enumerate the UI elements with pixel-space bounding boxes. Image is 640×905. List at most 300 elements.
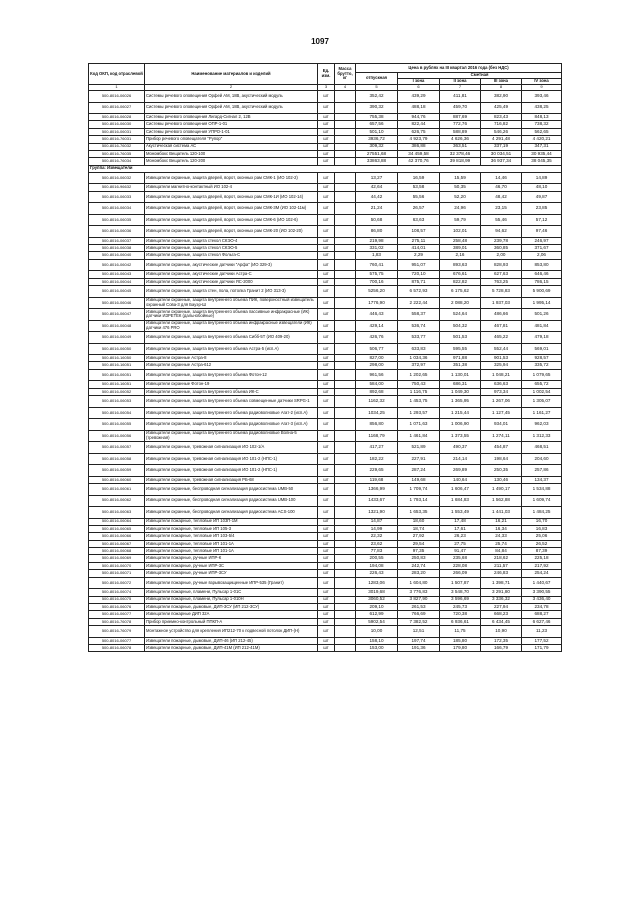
zone3-price-cell: 48,42 (481, 191, 522, 203)
release-price-cell: 700,16 (356, 278, 398, 285)
mass-cell (335, 320, 356, 332)
name-cell: Извещатели охранные, защита внутреннего объема радиоволновые Агат-3 (исп.А) (145, 419, 318, 431)
zone2-price-cell: 185,80 (440, 637, 481, 644)
mass-cell (335, 128, 356, 135)
zone3-price-cell: 636,63 (481, 381, 522, 388)
table-row (89, 114, 562, 121)
column-index: 1 (89, 85, 145, 91)
release-price-cell: 352,42 (356, 91, 398, 103)
zone2-price-cell: 3 596,69 (440, 596, 481, 603)
zone2-price-cell: 893,63 (440, 259, 481, 271)
name-cell: Извещатели охранные, защита внутреннего объема ИК-С (145, 388, 318, 395)
name-cell: Извещатели охранные, защита внутреннего объема ПИК, поверхностный извещатель охранный Сова-3 для Бауэр-Ш (145, 297, 318, 309)
code-cell: 500-8016-76078 (89, 618, 145, 625)
name-cell: Извещатели пожарные, ручные взрывозащищенные ИПР-535 (Гранит) (145, 577, 318, 589)
zone2-price-cell: 1 049,30 (440, 388, 481, 395)
release-price-cell: 760,41 (356, 259, 398, 271)
zone3-price-cell: 6 434,45 (481, 618, 522, 625)
mass-cell (335, 381, 356, 388)
unit-cell: шт (318, 518, 335, 525)
zone2-price-cell: 459,70 (440, 102, 481, 114)
table-row (89, 143, 562, 150)
table-row (89, 562, 562, 569)
release-price-cell: 153,00 (356, 645, 398, 652)
unit-cell: шт (318, 603, 335, 610)
name-cell: Извещатели охранные, защита стекол СКЭО-5 (145, 245, 318, 252)
release-price-cell: 1366,99 (356, 484, 398, 496)
release-price-cell: 21,24 (356, 203, 398, 215)
name-cell: Извещатели охранные, тревожная сигнализация РБ-68 (145, 476, 318, 483)
header-price-title: Цена в рублях на III квартал 2016 года (без НДС) (356, 64, 562, 73)
zone4-price-cell: 688,27 (522, 611, 562, 618)
zone3-price-cell: 14,46 (481, 172, 522, 184)
zone3-price-cell: 166,79 (481, 645, 522, 652)
unit-cell: шт (318, 278, 335, 285)
zone4-price-cell: 57,12 (522, 214, 562, 226)
unit-cell: шт (318, 396, 335, 408)
zone4-price-cell: 16,70 (522, 518, 562, 525)
table-row (89, 278, 562, 285)
unit-cell: шт (318, 495, 335, 507)
column-index: 3 (318, 85, 335, 91)
zone1-price-cell: 951,07 (398, 259, 440, 271)
release-price-cell: 426,76 (356, 332, 398, 344)
unit-cell: шт (318, 430, 335, 442)
zone1-price-cell: 386,88 (398, 143, 440, 150)
release-price-cell: 1,83 (356, 252, 398, 259)
zone4-price-cell: 134,37 (522, 476, 562, 483)
zone2-price-cell: 245,73 (440, 603, 481, 610)
release-price-cell: 209,10 (356, 603, 398, 610)
zone1-price-cell: 558,37 (398, 309, 440, 321)
zone3-price-cell: 325,94 (481, 362, 522, 369)
column-index: 7 (440, 85, 481, 91)
zone4-price-cell: 26,52 (522, 540, 562, 547)
header-zone: II зона (440, 79, 481, 85)
header-code: Код ОКП, код отраслевой (89, 64, 145, 85)
zone3-price-cell: 823,43 (481, 114, 522, 121)
table-row (89, 332, 562, 344)
unit-cell: шт (318, 645, 335, 652)
mass-cell (335, 596, 356, 603)
mass-cell (335, 203, 356, 215)
name-cell: Извещатели пожарные, тепловые ИП 103-5/4 (145, 533, 318, 540)
release-price-cell: 755,38 (356, 114, 398, 121)
name-cell: Извещатели пожарные, пламени, Пульсар 1-010Н (145, 596, 318, 603)
code-cell: 500-8016-06026 (89, 91, 145, 103)
zone1-price-cell: 7 382,52 (398, 618, 440, 625)
release-price-cell: 5256,20 (356, 286, 398, 298)
zone3-price-cell: 3 291,80 (481, 589, 522, 596)
release-price-cell: 1776,90 (356, 297, 398, 309)
code-cell: 500-8016-06034 (89, 203, 145, 215)
table-row (89, 419, 562, 431)
release-price-cell: 612,99 (356, 611, 398, 618)
name-cell: Извещатели охранные, защита внутреннего объема Астра-5 (исп.А) (145, 343, 318, 355)
code-cell: 500-8016-06028 (89, 114, 145, 121)
code-cell: 500-8016-06054 (89, 407, 145, 419)
zone2-price-cell: 214,14 (440, 453, 481, 465)
name-cell: Извещатели пожарные, тепловые ИП 105-3 (145, 525, 318, 532)
zone3-price-cell: 465,22 (481, 332, 522, 344)
table-row (89, 618, 562, 625)
zone4-price-cell: 11,23 (522, 626, 562, 638)
code-cell: 500-8016-06048 (89, 320, 145, 332)
code-cell: 500-8016-06062 (89, 495, 145, 507)
code-cell: 500-8016-06069 (89, 555, 145, 562)
mass-cell (335, 191, 356, 203)
release-price-cell: 1321,90 (356, 507, 398, 519)
name-cell: Мономбокс Вещатель 120-200 (145, 158, 318, 165)
name-cell: Извещатели пожарные, дымовые, ДИП-3СУ (ИП 212-3СУ) (145, 603, 318, 610)
zone2-price-cell: 17,48 (440, 518, 481, 525)
zone2-price-cell: 772,76 (440, 121, 481, 128)
unit-cell: шт (318, 245, 335, 252)
zone3-price-cell: 934,01 (481, 419, 522, 431)
unit-cell: шт (318, 442, 335, 454)
zone2-price-cell: 32 378,46 (440, 150, 481, 157)
unit-cell: шт (318, 419, 335, 431)
mass-cell (335, 465, 356, 477)
name-cell: Извещатели охранные, беспроводная сигнализация радиосистема ACS-100 (145, 507, 318, 519)
zone1-price-cell: 42 370,76 (398, 158, 440, 165)
code-cell: 500-8016-06030 (89, 121, 145, 128)
zone2-price-cell: 1 365,95 (440, 396, 481, 408)
table-row (89, 226, 562, 238)
zone4-price-cell: 335,72 (522, 362, 562, 369)
code-cell: 500-8016-06065 (89, 525, 145, 532)
zone4-price-cell: 225,18 (522, 555, 562, 562)
unit-cell: шт (318, 259, 335, 271)
table-row (89, 362, 562, 369)
zone2-price-cell: 676,61 (440, 271, 481, 278)
code-cell: 500-8016-96632 (89, 184, 145, 191)
code-cell: 500-8016-06049 (89, 332, 145, 344)
release-price-cell: 77,83 (356, 548, 398, 555)
name-cell: Извещатели пожарные ДИП 32А (145, 611, 318, 618)
release-price-cell: 22,32 (356, 533, 398, 540)
name-cell: Извещатели охранные, защита дверей, ворот, оконных рам СМК-3М (ИО 102-11м) (145, 203, 318, 215)
code-cell: 500-8016-06042 (89, 259, 145, 271)
zone2-price-cell: 3 548,70 (440, 589, 481, 596)
zone2-price-cell: 102,01 (440, 226, 481, 238)
zone1-price-cell: 108,57 (398, 226, 440, 238)
code-cell: 500-8016-06061 (89, 484, 145, 496)
table-row (89, 320, 562, 332)
code-cell: 500-8016-76034 (89, 158, 145, 165)
name-cell: Извещатели охранные, беспроводная сигнализация радиосистема UMB-100 (145, 495, 318, 507)
release-price-cell: 331,02 (356, 245, 398, 252)
release-price-cell: 44,42 (356, 191, 398, 203)
release-price-cell: 182,22 (356, 453, 398, 465)
release-price-cell: 5902,54 (356, 618, 398, 625)
table-row (89, 465, 562, 477)
zone1-price-cell: 533,77 (398, 332, 440, 344)
release-price-cell: 27551,68 (356, 150, 398, 157)
mass-cell (335, 570, 356, 577)
zone2-price-cell: 504,32 (440, 320, 481, 332)
price-table-container (88, 63, 561, 652)
header-mass: Масса брутто, кг (335, 64, 356, 85)
zone2-price-cell: 686,31 (440, 381, 481, 388)
release-price-cell: 13,27 (356, 172, 398, 184)
unit-cell: шт (318, 332, 335, 344)
code-cell: 500-8016-06072 (89, 577, 145, 589)
code-cell: 500-8016-06046 (89, 297, 145, 309)
code-cell: 500-8016-06055 (89, 419, 145, 431)
code-cell: 500-8016-76079 (89, 626, 145, 638)
zone1-price-cell: 261,53 (398, 603, 440, 610)
release-price-cell: 657,56 (356, 121, 398, 128)
code-cell: 500-8016-06057 (89, 442, 145, 454)
zone2-price-cell: 15,59 (440, 172, 481, 184)
zone2-price-cell: 588,89 (440, 128, 481, 135)
zone1-price-cell: 2,29 (398, 252, 440, 259)
release-price-cell: 827,00 (356, 355, 398, 362)
name-cell: Извещатели охранные Астра-612 (145, 362, 318, 369)
mass-cell (335, 355, 356, 362)
table-row (89, 343, 562, 355)
release-price-cell: 3936,72 (356, 136, 398, 143)
zone4-price-cell: 468,51 (522, 442, 562, 454)
unit-cell: шт (318, 507, 335, 519)
unit-cell: шт (318, 252, 335, 259)
zone3-price-cell: 1 490,17 (481, 484, 522, 496)
code-cell: 500-8016-06027 (89, 102, 145, 114)
zone1-price-cell: 488,18 (398, 102, 440, 114)
mass-cell (335, 645, 356, 652)
unit-cell: шт (318, 271, 335, 278)
zone4-price-cell: 347,31 (522, 143, 562, 150)
release-price-cell: 14,99 (356, 525, 398, 532)
zone3-price-cell: 973,34 (481, 388, 522, 395)
zone3-price-cell: 130,46 (481, 476, 522, 483)
zone3-price-cell: 1 937,03 (481, 297, 522, 309)
zone3-price-cell: 84,84 (481, 548, 522, 555)
zone1-price-cell: 283,20 (398, 570, 440, 577)
header-zone: III зона (481, 79, 522, 85)
mass-cell (335, 533, 356, 540)
code-cell: 500-8016-06053 (89, 396, 145, 408)
table-row (89, 637, 562, 644)
release-price-cell: 309,32 (356, 143, 398, 150)
zone4-price-cell: 1 440,67 (522, 577, 562, 589)
name-cell: Извещатели пожарные, дымовые, ДИП-41М (ИП 212-41М) (145, 645, 318, 652)
zone2-price-cell: 887,69 (440, 114, 481, 121)
zone4-price-cell: 49,87 (522, 191, 562, 203)
name-cell: Системы речевого оповещения Орфей АМ, 18В, акустический модуль (145, 102, 318, 114)
zone1-price-cell: 191,36 (398, 645, 440, 652)
zone3-price-cell: 1 562,88 (481, 495, 522, 507)
mass-cell (335, 309, 356, 321)
zone2-price-cell: 52,20 (440, 191, 481, 203)
table-row (89, 611, 562, 618)
zone4-price-cell: 962,03 (522, 419, 562, 431)
name-cell: Извещатели охранные, защита дверей, ворот, оконных рам СМК-6 (ИО 102-6) (145, 214, 318, 226)
mass-cell (335, 121, 356, 128)
table-row (89, 136, 562, 143)
mass-cell (335, 611, 356, 618)
zone3-price-cell: 25,74 (481, 540, 522, 547)
zone3-price-cell: 10,90 (481, 626, 522, 638)
unit-cell: шт (318, 143, 335, 150)
unit-cell: шт (318, 362, 335, 369)
code-cell: 500-8016-76035 (89, 150, 145, 157)
mass-cell (335, 555, 356, 562)
table-row (89, 476, 562, 483)
zone2-price-cell: 1 215,44 (440, 407, 481, 419)
zone4-price-cell: 928,57 (522, 355, 562, 362)
name-cell: Извещатели охранные, защита внутреннего объема совмещенные датчики SRPG-1 (145, 396, 318, 408)
zone4-price-cell: 204,60 (522, 453, 562, 465)
zone1-price-cell: 53,58 (398, 184, 440, 191)
zone4-price-cell: 481,84 (522, 320, 562, 332)
mass-cell (335, 507, 356, 519)
name-cell: Извещатели охранные, защита стекол СКЭО-4 (145, 237, 318, 244)
name-cell: Извещатели охранные, тревожная сигнализация ИО 101-2 (НПС-1) (145, 453, 318, 465)
mass-cell (335, 286, 356, 298)
code-cell: 500-8016-06036 (89, 226, 145, 238)
zone3-price-cell: 1 127,45 (481, 407, 522, 419)
release-price-cell: 33863,88 (356, 158, 398, 165)
zone3-price-cell: 55,46 (481, 214, 522, 226)
release-price-cell: 892,68 (356, 388, 398, 395)
unit-cell: шт (318, 343, 335, 355)
zone3-price-cell: 23,15 (481, 203, 522, 215)
zone2-price-cell: 2,16 (440, 252, 481, 259)
code-cell: 500-8016-06038 (89, 245, 145, 252)
zone2-price-cell: 91,47 (440, 548, 481, 555)
header-release-price: отпускная (356, 73, 398, 85)
code-cell: 500-8016-06078 (89, 645, 145, 652)
unit-cell: шт (318, 191, 335, 203)
name-cell: Извещатели пожарные, ручные ИПР-3С (145, 562, 318, 569)
zone1-price-cell: 1 793,14 (398, 495, 440, 507)
release-price-cell: 501,10 (356, 128, 398, 135)
release-price-cell: 119,68 (356, 476, 398, 483)
name-cell: Акустическая система АС (145, 143, 318, 150)
zone3-price-cell: 1 048,21 (481, 369, 522, 381)
zone1-price-cell: 275,11 (398, 237, 440, 244)
code-cell: 500-8016-06045 (89, 286, 145, 298)
table-row (89, 577, 562, 589)
release-price-cell: 961,56 (356, 369, 398, 381)
zone2-price-cell: 2 088,20 (440, 297, 481, 309)
mass-cell (335, 143, 356, 150)
zone2-price-cell: 6 936,61 (440, 618, 481, 625)
mass-cell (335, 226, 356, 238)
release-price-cell: 42,64 (356, 184, 398, 191)
code-cell: 500-8016-16050 (89, 355, 145, 362)
zone4-price-cell: 1 305,07 (522, 396, 562, 408)
mass-cell (335, 91, 356, 103)
release-price-cell: 1162,32 (356, 396, 398, 408)
table-row (89, 603, 562, 610)
code-cell: 500-8016-06052 (89, 388, 145, 395)
mass-cell (335, 637, 356, 644)
unit-cell: шт (318, 114, 335, 121)
mass-cell (335, 562, 356, 569)
code-cell: 500-8016-06063 (89, 507, 145, 519)
release-price-cell: 1034,25 (356, 407, 398, 419)
unit-cell: шт (318, 570, 335, 577)
unit-cell: шт (318, 381, 335, 388)
unit-cell: шт (318, 158, 335, 165)
unit-cell: шт (318, 320, 335, 332)
mass-cell (335, 577, 356, 589)
mass-cell (335, 172, 356, 184)
header-name: Наименование материалов и изделий (145, 64, 318, 85)
release-price-cell: 1168,79 (356, 430, 398, 442)
name-cell: Извещатели охранные, беспроводная сигнализация радиосистема UMB-50 (145, 484, 318, 496)
zone1-price-cell: 3 776,83 (398, 589, 440, 596)
zone1-price-cell: 536,74 (398, 320, 440, 332)
mass-cell (335, 136, 356, 143)
name-cell: Системы речевого оповещения ОПР-1-01 (145, 121, 318, 128)
mass-cell (335, 548, 356, 555)
name-cell: Извещатели охранные, тревожная сигнализация ИО 102-1/А (145, 442, 318, 454)
zone4-price-cell: 14,89 (522, 172, 562, 184)
zone2-price-cell: 26,23 (440, 533, 481, 540)
name-cell: Извещатели пожарные, тепловые ИП 101-1А (145, 540, 318, 547)
unit-cell: шт (318, 297, 335, 309)
zone1-price-cell: 875,71 (398, 278, 440, 285)
unit-cell: шт (318, 369, 335, 381)
name-cell: Извещатели охранные, защита внутреннего объема пассивные инфракрасные (ИК) датчики ИЗРЕТЕК (дальнобойные) (145, 309, 318, 321)
zone2-price-cell: 258,48 (440, 237, 481, 244)
zone3-price-cell: 4 291,48 (481, 136, 522, 143)
zone1-price-cell: 750,43 (398, 381, 440, 388)
zone1-price-cell: 1 034,36 (398, 355, 440, 362)
mass-cell (335, 453, 356, 465)
unit-cell: шт (318, 540, 335, 547)
price-table (88, 63, 562, 652)
zone3-price-cell: 382,90 (481, 91, 522, 103)
zone1-price-cell: 18,60 (398, 518, 440, 525)
mass-cell (335, 114, 356, 121)
mass-cell (335, 150, 356, 157)
unit-cell: шт (318, 453, 335, 465)
zone1-price-cell: 97,35 (398, 548, 440, 555)
zone1-price-cell: 18,74 (398, 525, 440, 532)
release-price-cell: 14,87 (356, 518, 398, 525)
zone3-price-cell: 198,64 (481, 453, 522, 465)
zone4-price-cell: 738,32 (522, 121, 562, 128)
zone4-price-cell: 16,83 (522, 525, 562, 532)
zone3-price-cell: 5 728,83 (481, 286, 522, 298)
code-cell: 500-8016-06060 (89, 476, 145, 483)
zone1-price-cell: 1 071,63 (398, 419, 440, 431)
zone4-price-cell: 371,67 (522, 245, 562, 252)
column-index: 4 (335, 85, 356, 91)
unit-cell: шт (318, 484, 335, 496)
zone1-price-cell: 439,29 (398, 91, 440, 103)
zone1-price-cell: 250,83 (398, 555, 440, 562)
zone4-price-cell: 234,78 (522, 603, 562, 610)
name-cell: Извещатели охранные, акустические датчики "Арфа" (ИО 329-3) (145, 259, 318, 271)
table-row (89, 102, 562, 114)
page-number: 1097 (311, 37, 329, 46)
zone2-price-cell: 6 175,62 (440, 286, 481, 298)
code-cell: 500-8016-06037 (89, 237, 145, 244)
name-cell: Извещатели пожарные, ручные ИПР-3СУ (145, 570, 318, 577)
code-cell: 500-8016-06050 (89, 343, 145, 355)
table-row (89, 407, 562, 419)
zone4-price-cell: 1 534,88 (522, 484, 562, 496)
zone1-price-cell: 34 459,58 (398, 150, 440, 157)
zone2-price-cell: 363,51 (440, 143, 481, 150)
zone3-price-cell: 3 336,32 (481, 596, 522, 603)
